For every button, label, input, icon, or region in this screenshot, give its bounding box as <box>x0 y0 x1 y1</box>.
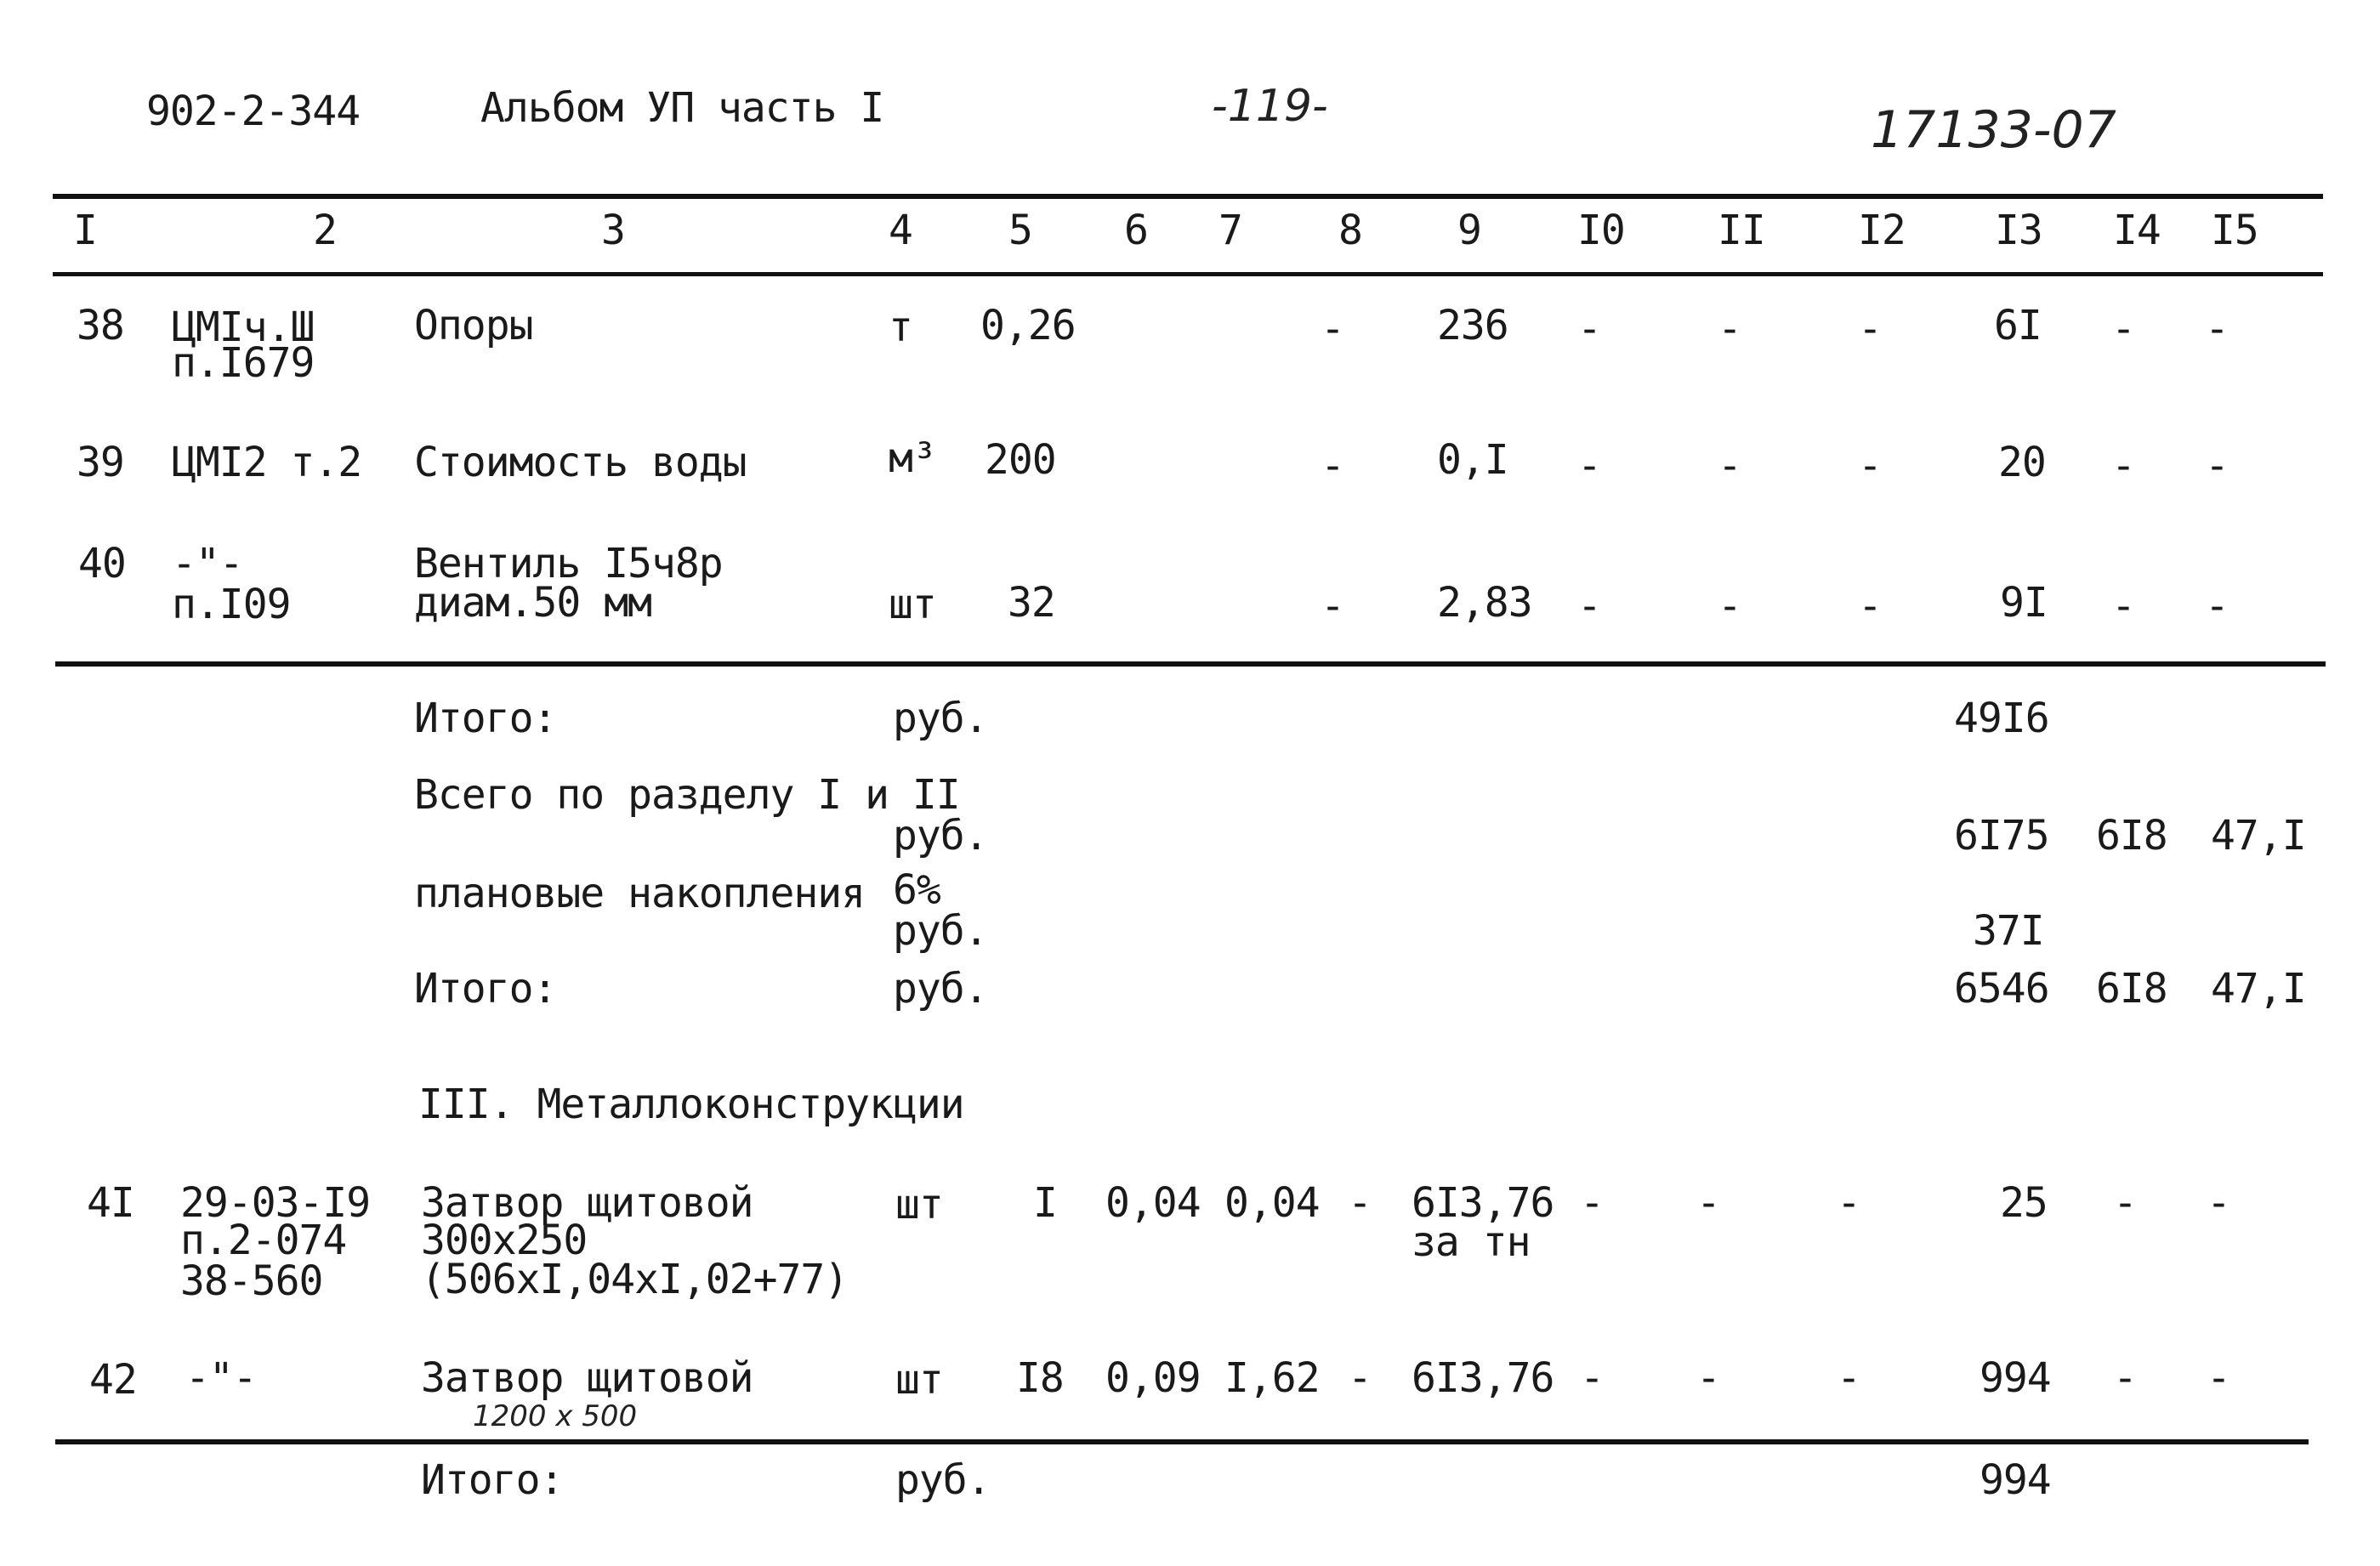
table-row-qty: 200 <box>985 436 1056 484</box>
table-row-c11: - <box>1696 1179 1720 1227</box>
table-row-c13: 9I <box>2000 579 2048 627</box>
column-header-5: 5 <box>1008 207 1032 254</box>
summary-c15: 47,I <box>2211 812 2306 860</box>
table-row-qty: 32 <box>1008 579 1055 627</box>
table-row-name: Затвор щитовой <box>421 1354 753 1402</box>
column-header-3: 3 <box>601 207 625 254</box>
table-row-c12: - <box>1837 1179 1860 1227</box>
table-row-name: Опоры <box>414 302 533 349</box>
table-row-c15: - <box>2205 442 2229 490</box>
table-row-ref: 29-03-I9 <box>180 1179 371 1227</box>
table-row-c9: 236 <box>1437 302 1508 349</box>
summary-label: Всего по разделу I и II <box>414 771 960 819</box>
table-row-c12: - <box>1837 1354 1860 1402</box>
summary-c14: 6I8 <box>2096 965 2167 1013</box>
column-header-6: 6 <box>1124 207 1148 254</box>
section-total-label: Итого: <box>421 1456 564 1504</box>
table-row-name: Стоимость воды <box>414 439 747 486</box>
column-header-11: II <box>1718 207 1765 254</box>
summary-c15: 47,I <box>2211 965 2306 1013</box>
table-row-ref: ЦМI2 т.2 <box>172 439 362 486</box>
table-row-name: (506хI,04хI,02+77) <box>421 1256 849 1303</box>
section-total-unit: руб. <box>895 1456 991 1504</box>
table-row-c14: - <box>2113 1354 2137 1402</box>
table-row-c13: 6I <box>1994 302 2042 349</box>
table-row-c14: - <box>2113 1179 2137 1227</box>
header-bottom-rule <box>53 272 2323 276</box>
table-row-c6: 0,09 <box>1105 1354 1201 1402</box>
summary-label: Итого: <box>414 965 557 1013</box>
table-row-c8: - <box>1348 1179 1372 1227</box>
table-row-c9: 6I3,76 <box>1412 1354 1554 1402</box>
section-divider-rule <box>55 661 2326 667</box>
column-header-1: I <box>73 207 97 254</box>
summary-percent: 6% <box>893 866 940 914</box>
album-label: Альбом УП часть I <box>480 84 884 132</box>
table-row-ref: ЦМIч.Ш <box>172 304 315 351</box>
table-row-qty: 0,26 <box>980 302 1076 349</box>
table-row-c12: - <box>1858 442 1882 490</box>
table-row-c10: - <box>1580 1354 1604 1402</box>
summary-c14: 6I8 <box>2096 812 2167 860</box>
table-row-c6: 0,04 <box>1105 1179 1201 1227</box>
table-row-number: 39 <box>77 439 124 486</box>
page-number: -119- <box>1212 81 1328 132</box>
table-row-c7: 0,04 <box>1224 1179 1320 1227</box>
table-row-qty: I8 <box>1016 1354 1064 1402</box>
summary-unit: руб. <box>893 695 988 742</box>
table-row-unit: шт <box>895 1181 943 1228</box>
column-header-14: I4 <box>2113 207 2161 254</box>
table-row-unit: шт <box>889 581 936 628</box>
table-row-c11: - <box>1718 582 1741 630</box>
table-row-c14: - <box>2111 305 2135 353</box>
table-row-ref: п.2-074 <box>180 1217 347 1264</box>
table-row-c7: I,62 <box>1224 1354 1320 1402</box>
column-header-7: 7 <box>1218 207 1242 254</box>
header-top-rule <box>53 194 2323 199</box>
table-row-c9-note: за тн <box>1412 1218 1531 1266</box>
column-header-8: 8 <box>1338 207 1362 254</box>
summary-label: Итого: <box>414 695 557 742</box>
table-row-name: диам.50 мм <box>414 579 651 627</box>
table-row-c15: - <box>2205 582 2229 630</box>
table-row-c13: 994 <box>1980 1354 2051 1402</box>
summary-c13: 6546 <box>1954 965 2049 1013</box>
section-total-c13: 994 <box>1980 1456 2051 1504</box>
table-row-c10: - <box>1577 305 1601 353</box>
summary-unit: руб. <box>893 907 988 955</box>
table-row-name: Вентиль I5ч8р <box>414 540 723 587</box>
table-row-c10: - <box>1577 442 1601 490</box>
summary-c13: 6I75 <box>1954 812 2049 860</box>
table-row-name: Затвор щитовой <box>421 1179 753 1227</box>
table-row-c12: - <box>1858 582 1882 630</box>
table-row-c12: - <box>1858 305 1882 353</box>
table-row-c11: - <box>1718 305 1741 353</box>
table-row-unit: м³ <box>889 434 936 482</box>
table-row-c14: - <box>2111 442 2135 490</box>
table-row-c9: 0,I <box>1437 436 1508 484</box>
table-row-ref: -"- <box>185 1354 257 1402</box>
column-header-2: 2 <box>313 207 337 254</box>
table-row-c15: - <box>2207 1179 2230 1227</box>
summary-c13: 49I6 <box>1954 695 2049 742</box>
table-row-name: 300х250 <box>421 1217 588 1264</box>
table-row-number: 42 <box>89 1356 137 1404</box>
table-row-c8: - <box>1321 442 1344 490</box>
table-row-c8: - <box>1348 1354 1372 1402</box>
table-row-qty: I <box>1033 1179 1057 1227</box>
table-row-c15: - <box>2207 1354 2230 1402</box>
table-row-c13: 25 <box>2000 1179 2048 1227</box>
handwritten-size-note: 1200 x 500 <box>473 1399 638 1433</box>
table-row-ref: -"- <box>172 540 243 587</box>
table-row-c11: - <box>1696 1354 1720 1402</box>
column-header-4: 4 <box>889 207 912 254</box>
table-row-c15: - <box>2205 305 2229 353</box>
table-row-number: 4I <box>87 1179 134 1227</box>
table-row-ref: п.I679 <box>172 339 315 387</box>
column-header-15: I5 <box>2211 207 2258 254</box>
column-header-9: 9 <box>1457 207 1481 254</box>
table-row-c10: - <box>1577 582 1601 630</box>
table-row-c13: 20 <box>1998 439 2046 486</box>
summary-unit: руб. <box>893 812 988 860</box>
table-row-number: 40 <box>78 540 126 587</box>
table-row-c14: - <box>2111 582 2135 630</box>
document-code: 902-2-344 <box>146 88 361 135</box>
summary-unit: руб. <box>893 965 988 1013</box>
table-row-ref: п.I09 <box>172 581 291 628</box>
section-title: III. Металлоконструкции <box>418 1081 964 1128</box>
table-row-c8: - <box>1321 582 1344 630</box>
table-row-c10: - <box>1580 1179 1604 1227</box>
table-row-c11: - <box>1718 442 1741 490</box>
summary-label: плановые накопления <box>414 870 866 917</box>
column-header-13: I3 <box>1995 207 2042 254</box>
column-header-12: I2 <box>1858 207 1906 254</box>
table-row-c9: 2,83 <box>1437 579 1532 627</box>
column-header-10: I0 <box>1577 207 1625 254</box>
table-row-number: 38 <box>77 302 124 349</box>
table-row-c8: - <box>1321 305 1344 353</box>
summary-c13: 37I <box>1973 907 2044 955</box>
archive-number: 17133-07 <box>1871 100 2116 160</box>
table-row-c9: 6I3,76 <box>1412 1179 1554 1227</box>
table-row-unit: т <box>889 304 912 351</box>
table-row-ref: 38-560 <box>180 1257 323 1305</box>
table-row-unit: шт <box>895 1356 943 1404</box>
section3-bottom-rule <box>55 1439 2309 1444</box>
